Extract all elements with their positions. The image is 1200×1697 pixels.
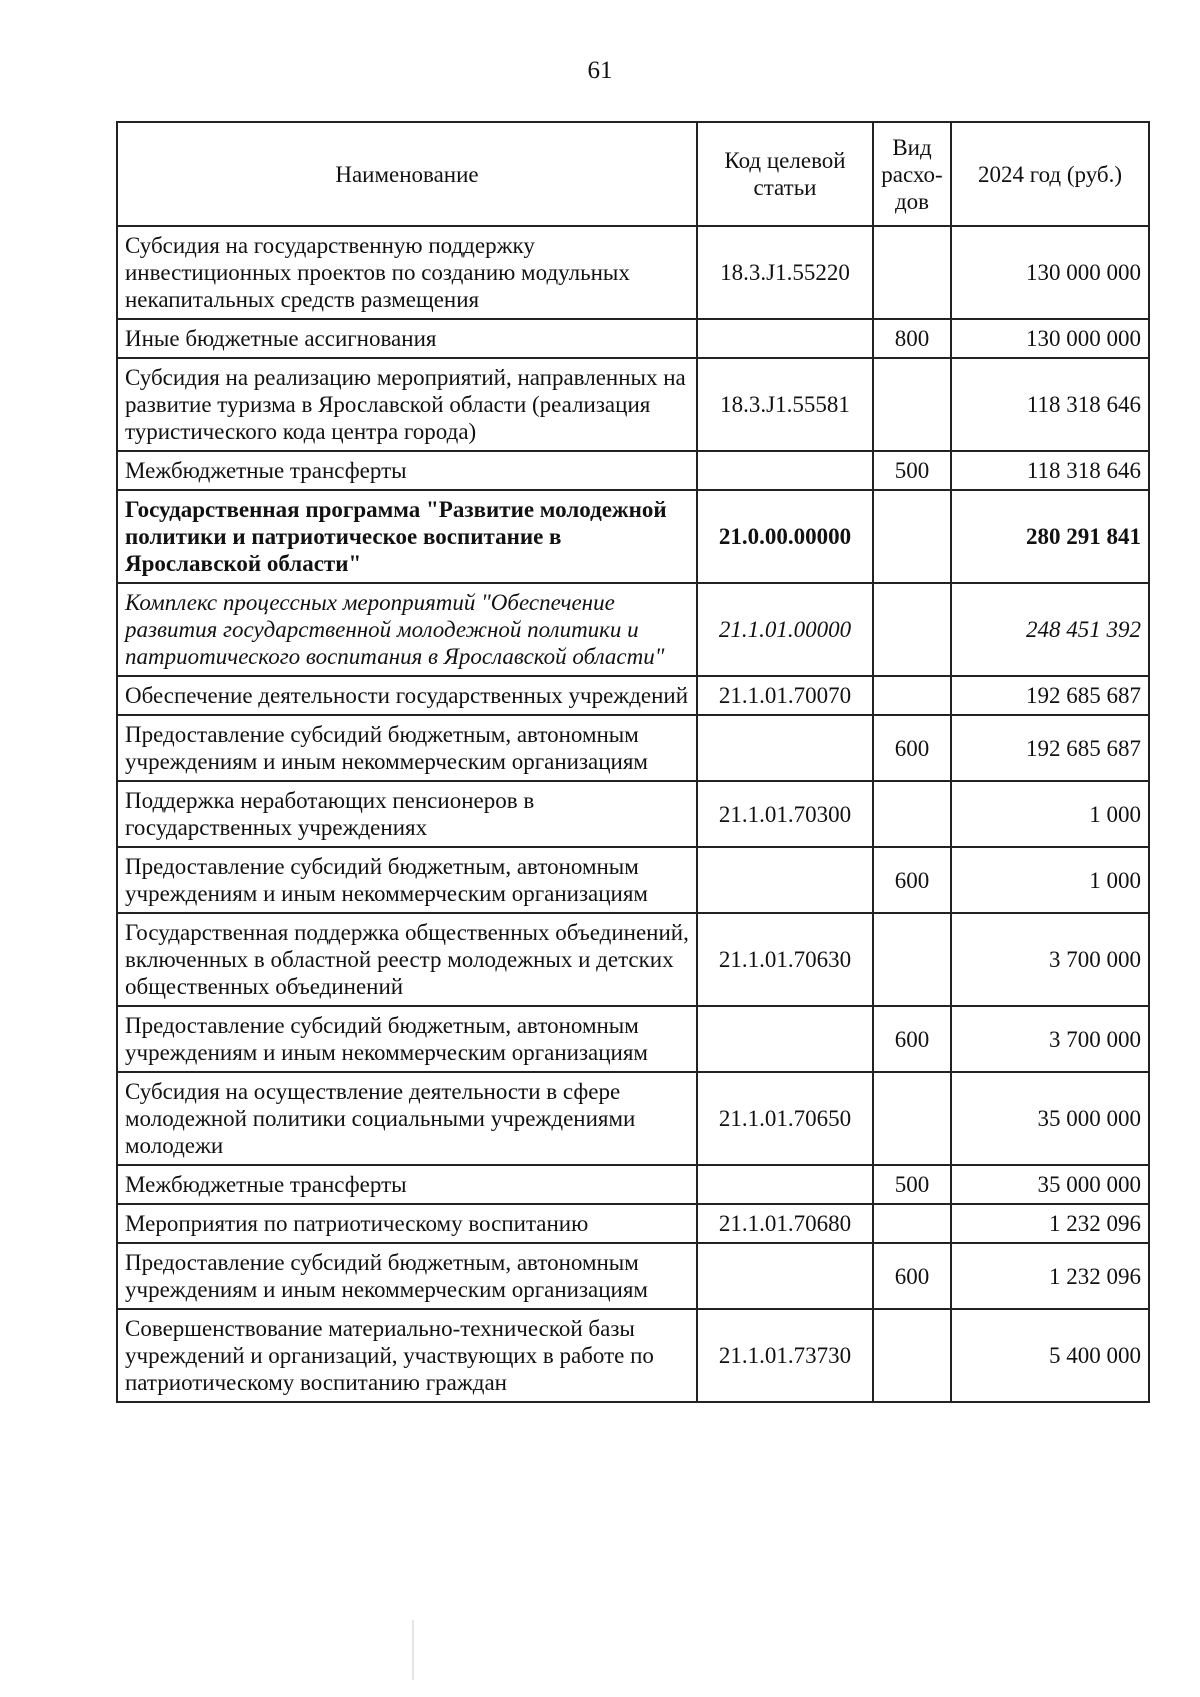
cell-name: Межбюджетные трансферты xyxy=(117,451,697,490)
cell-name: Предоставление субсидий бюджетным, автономным учреждениям и иным некоммерческим организациям xyxy=(117,847,697,913)
cell-amount: 1 000 xyxy=(951,847,1149,913)
cell-kind: 500 xyxy=(873,451,951,490)
table-row xyxy=(117,781,1149,847)
table-row xyxy=(117,226,1149,319)
cell-name: Мероприятия по патриотическому воспитанию xyxy=(117,1204,697,1243)
table-row xyxy=(117,1204,1149,1243)
cell-name: Поддержка неработающих пенсионеров в государственных учреждениях xyxy=(117,781,697,847)
header-amount: 2024 год (руб.) xyxy=(951,122,1149,226)
cell-kind xyxy=(873,1309,951,1402)
cell-kind xyxy=(873,226,951,319)
cell-kind: 600 xyxy=(873,847,951,913)
cell-code: 21.1.01.70650 xyxy=(697,1072,873,1165)
cell-kind xyxy=(873,358,951,451)
cell-amount: 118 318 646 xyxy=(951,451,1149,490)
cell-name: Предоставление субсидий бюджетным, автономным учреждениям и иным некоммерческим организациям xyxy=(117,1243,697,1309)
cell-amount: 280 291 841 xyxy=(951,490,1149,583)
cell-kind xyxy=(873,583,951,676)
table-row xyxy=(117,358,1149,451)
table-row xyxy=(117,1243,1149,1309)
table-row xyxy=(117,319,1149,358)
cell-code xyxy=(697,1165,873,1204)
cell-code xyxy=(697,847,873,913)
table-row xyxy=(117,451,1149,490)
table-row xyxy=(117,1006,1149,1072)
table-header xyxy=(117,122,1149,226)
cell-code: 21.1.01.70070 xyxy=(697,676,873,715)
cell-code xyxy=(697,319,873,358)
header-kind: Вид расхо-дов xyxy=(873,122,951,226)
cell-code xyxy=(697,451,873,490)
cell-code: 18.3.J1.55220 xyxy=(697,226,873,319)
cell-amount: 130 000 000 xyxy=(951,226,1149,319)
cell-code: 21.1.01.70630 xyxy=(697,913,873,1006)
cell-kind: 600 xyxy=(873,1006,951,1072)
table-row xyxy=(117,1309,1149,1402)
budget-table xyxy=(116,121,1150,1403)
table-row xyxy=(117,715,1149,781)
cell-name: Предоставление субсидий бюджетным, автономным учреждениям и иным некоммерческим организациям xyxy=(117,715,697,781)
cell-amount: 1 000 xyxy=(951,781,1149,847)
table-row xyxy=(117,1165,1149,1204)
cell-amount: 192 685 687 xyxy=(951,676,1149,715)
cell-amount: 118 318 646 xyxy=(951,358,1149,451)
cell-amount: 1 232 096 xyxy=(951,1243,1149,1309)
cell-code: 21.0.00.00000 xyxy=(697,490,873,583)
table-body xyxy=(117,226,1149,1402)
cell-name: Межбюджетные трансферты xyxy=(117,1165,697,1204)
cell-name: Предоставление субсидий бюджетным, автономным учреждениям и иным некоммерческим организациям xyxy=(117,1006,697,1072)
cell-amount: 3 700 000 xyxy=(951,913,1149,1006)
cell-kind: 800 xyxy=(873,319,951,358)
cell-kind: 600 xyxy=(873,1243,951,1309)
cell-amount: 35 000 000 xyxy=(951,1072,1149,1165)
cell-name: Совершенствование материально-технической базы учреждений и организаций, участвующих в работе по патриотическому воспитанию граждан xyxy=(117,1309,697,1402)
cell-code xyxy=(697,1006,873,1072)
cell-amount: 5 400 000 xyxy=(951,1309,1149,1402)
cell-kind: 500 xyxy=(873,1165,951,1204)
cell-name: Субсидия на государственную поддержку инвестиционных проектов по созданию модульных некапитальных средств размещения xyxy=(117,226,697,319)
table-row xyxy=(117,1072,1149,1165)
cell-amount: 35 000 000 xyxy=(951,1165,1149,1204)
cell-amount: 130 000 000 xyxy=(951,319,1149,358)
table-row xyxy=(117,847,1149,913)
cell-name: Иные бюджетные ассигнования xyxy=(117,319,697,358)
page-number: 61 xyxy=(587,57,613,84)
scan-artifact xyxy=(412,1620,414,1680)
cell-name: Обеспечение деятельности государственных учреждений xyxy=(117,676,697,715)
header-name: Наименование xyxy=(117,122,697,226)
cell-kind xyxy=(873,490,951,583)
cell-code: 21.1.01.70300 xyxy=(697,781,873,847)
cell-name: Субсидия на осуществление деятельности в сфере молодежной политики социальными учреждениями молодежи xyxy=(117,1072,697,1165)
table-row xyxy=(117,913,1149,1006)
cell-kind xyxy=(873,676,951,715)
cell-name: Субсидия на реализацию мероприятий, направленных на развитие туризма в Ярославской области (реализация туристического кода центра города) xyxy=(117,358,697,451)
header-row xyxy=(117,122,1149,226)
cell-name: Комплекс процессных мероприятий "Обеспечение развития государственной молодежной политики и патриотического воспитания в Ярославской области" xyxy=(117,583,697,676)
cell-amount: 1 232 096 xyxy=(951,1204,1149,1243)
cell-code xyxy=(697,1243,873,1309)
cell-kind xyxy=(873,781,951,847)
cell-name: Государственная программа "Развитие молодежной политики и патриотическое воспитание в Ярославской области" xyxy=(117,490,697,583)
cell-code: 21.1.01.00000 xyxy=(697,583,873,676)
header-code: Код целевой статьи xyxy=(697,122,873,226)
cell-code: 21.1.01.73730 xyxy=(697,1309,873,1402)
cell-amount: 248 451 392 xyxy=(951,583,1149,676)
cell-amount: 3 700 000 xyxy=(951,1006,1149,1072)
cell-code: 21.1.01.70680 xyxy=(697,1204,873,1243)
cell-amount: 192 685 687 xyxy=(951,715,1149,781)
table-row xyxy=(117,676,1149,715)
cell-kind: 600 xyxy=(873,715,951,781)
cell-code: 18.3.J1.55581 xyxy=(697,358,873,451)
cell-kind xyxy=(873,913,951,1006)
cell-kind xyxy=(873,1072,951,1165)
cell-code xyxy=(697,715,873,781)
cell-name: Государственная поддержка общественных объединений, включенных в областной реестр молодежных и детских общественных объединений xyxy=(117,913,697,1006)
table-row xyxy=(117,490,1149,583)
table-row xyxy=(117,583,1149,676)
cell-kind xyxy=(873,1204,951,1243)
